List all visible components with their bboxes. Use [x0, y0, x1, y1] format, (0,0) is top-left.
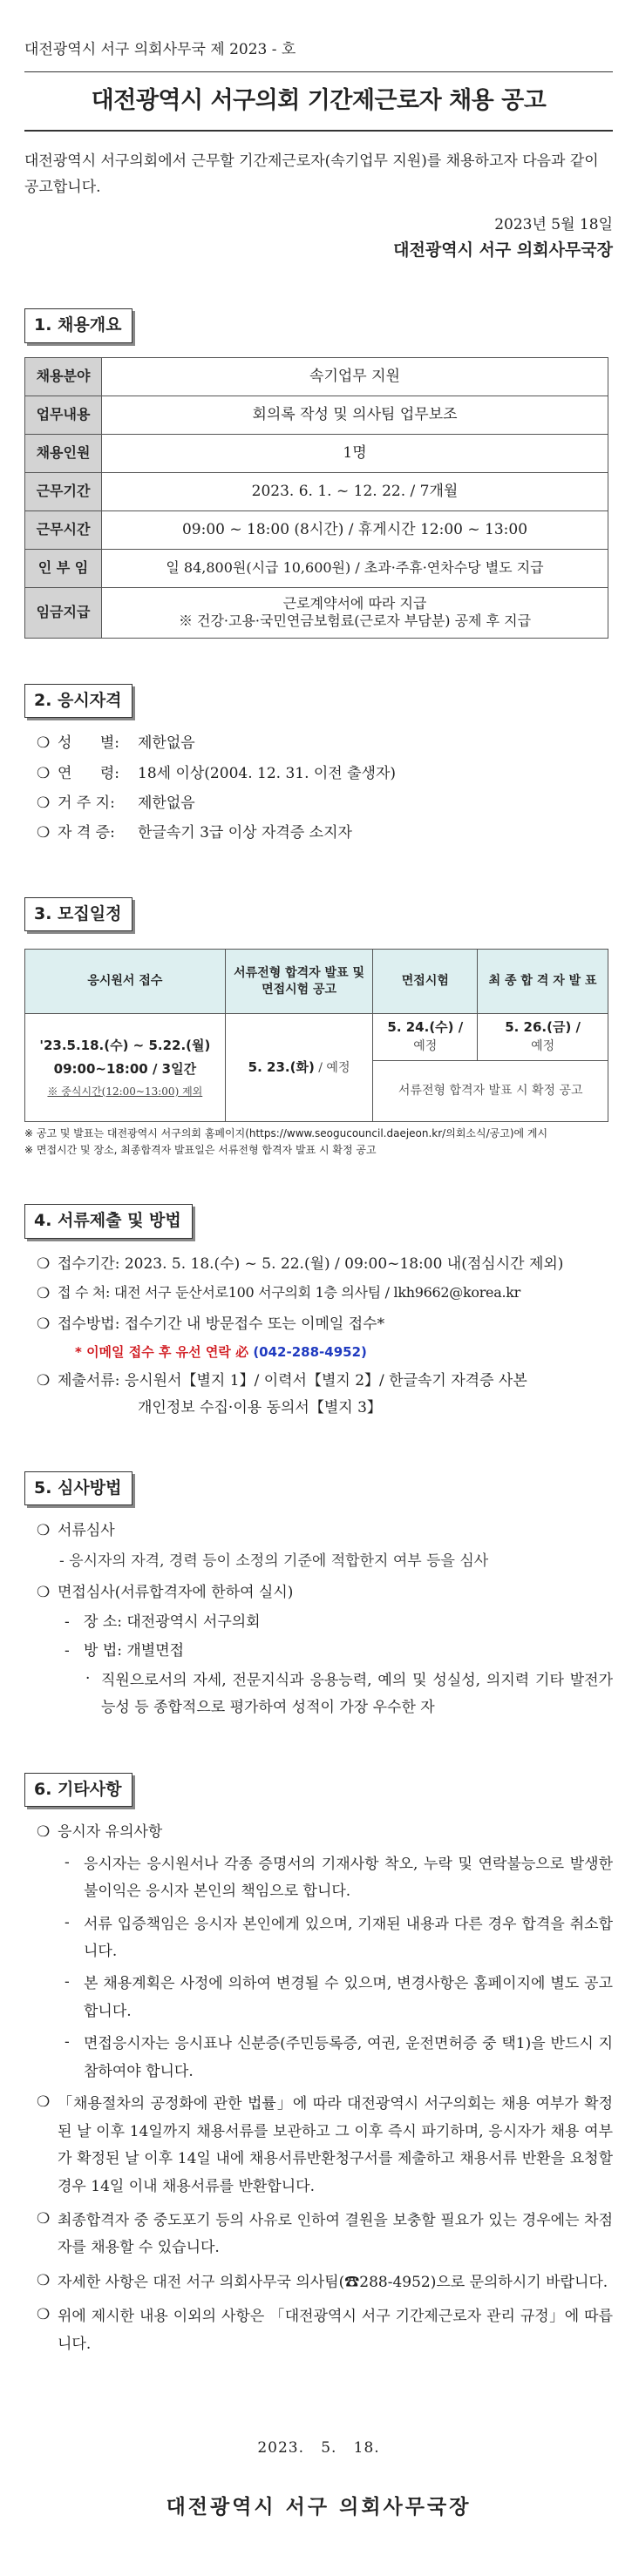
- schedule-table: [24, 949, 608, 1122]
- bullet-icon: ❍: [37, 2271, 51, 2289]
- item-label: 연 령:: [58, 764, 119, 782]
- list-item: [24, 1253, 613, 1275]
- submission-docs: 제출서류: 응시원서【별지 1】/ 이력서【별지 2】/ 한글속기 자격증 사본: [58, 1372, 527, 1390]
- list-item: [24, 2031, 613, 2086]
- note-text: 본 채용계획은 사정에 의하여 변경될 수 있으며, 변경사항은 홈페이지에 별도 공고합니다.: [84, 1975, 613, 2020]
- row-label: 채용분야: [25, 357, 102, 396]
- item-label: 성 별:: [58, 734, 119, 753]
- notes-title: 응시자 유의사항: [58, 1823, 163, 1842]
- row-label: 채용인원: [25, 434, 102, 472]
- list-item: [24, 1611, 613, 1633]
- section-heading-qualifications: 2. 응시자격: [24, 684, 133, 718]
- final-result-date: 5. 26.(금) /: [505, 1019, 581, 1036]
- table-header-row: [25, 950, 608, 1014]
- note-text: 면접응시자는 응시표나 신분증(주민등록증, 여권, 운전면허증 중 택1)을 반드시 지참하여야 합니다.: [84, 2035, 613, 2080]
- row-value: 09:00 ~ 18:00 (8시간) / 휴게시간 12:00 ~ 13:00: [102, 510, 608, 549]
- other-item: 「채용절차의 공정화에 관한 법률」에 따라 대전광역시 서구의회는 채용 여부가 확정된 날 이후 14일까지 채용서류를 보관하고 그 이후 즉시 파기하며, 응시자가 채용 여부가 확정된 날 이후 14일 내에 채용서류반환청구서를 제출하고 채용서류 반환을 요청할 경우 14일 이내 채용서류를 반환합니다.: [58, 2095, 613, 2195]
- interview-notice: 서류전형 합격자 발표 시 확정 공고: [373, 1061, 608, 1122]
- list-item: [24, 1282, 613, 1305]
- col-header: 면접시험: [373, 950, 478, 1014]
- wage-note: ※ 건강·고용·국민연금보험료(근로자 부담분) 공제 후 지급: [178, 612, 532, 630]
- bullet-icon: ❍: [37, 2093, 51, 2112]
- dash-marker: -: [65, 1641, 70, 1660]
- submission-place: 접 수 처: 대전 서구 둔산서로100 서구의회 1층 의사팀 / lkh9662@korea.kr: [58, 1284, 520, 1302]
- bullet-icon: ❍: [37, 1254, 51, 1273]
- table-row: [25, 549, 608, 587]
- row-value: 속기업무 지원: [102, 357, 608, 396]
- review-doc-desc: - 응시자의 자격, 경력 등이 소정의 기준에 적합한지 여부 등을 심사: [59, 1552, 489, 1570]
- dash-marker: -: [65, 1613, 70, 1632]
- dash-marker: -: [65, 2033, 70, 2052]
- section-heading-submission: 4. 서류제출 및 방법: [24, 1204, 193, 1238]
- other-item: 자세한 사항은 대전 서구 의회사무국 의사팀(☎288-4952)으로 문의하시기 바랍니다.: [58, 2273, 608, 2291]
- section-heading-other: 6. 기타사항: [24, 1773, 133, 1807]
- row-label: 인 부 임: [25, 549, 102, 587]
- list-item: [24, 2303, 613, 2358]
- col-header: 최 종 합 격 자 발 표: [478, 950, 608, 1014]
- overview-table: [24, 357, 608, 639]
- email-phone: (042-288-4952): [253, 1343, 367, 1360]
- row-value: 일 84,800원(시급 10,600원) / 초과·주휴·연차수당 별도 지급: [102, 549, 608, 587]
- notice-date: 2023년 5월 18일: [494, 215, 613, 233]
- row-value: [102, 587, 608, 638]
- section-heading-overview: 1. 채용개요: [24, 308, 133, 342]
- section-heading-schedule: 3. 모집일정: [24, 897, 133, 931]
- col-header: 서류전형 합격자 발표 및 면접시험 공고: [225, 950, 373, 1014]
- review-doc-title: 서류심사: [58, 1522, 115, 1540]
- table-row: [25, 357, 608, 396]
- item-value: 제한없음: [138, 794, 195, 813]
- interview-date: 5. 24.(수) /: [387, 1019, 464, 1036]
- bullet-icon: ❍: [37, 764, 51, 782]
- table-row: [25, 510, 608, 549]
- issuer-name: 대전광역시 서구 의회사무국장: [393, 240, 613, 260]
- list-item: [37, 821, 613, 844]
- dash-marker: -: [65, 1853, 70, 1871]
- section-heading-review: 5. 심사방법: [24, 1471, 133, 1505]
- dash-marker: -: [65, 1913, 70, 1931]
- col-header: 응시원서 접수: [25, 950, 226, 1014]
- table-row: [25, 472, 608, 510]
- final-issuer: 대전광역시 서구 의회사무국장: [166, 2496, 472, 2519]
- bullet-icon: ❍: [37, 1372, 51, 1390]
- submission-docs-cont: 개인정보 수집·이용 동의서【별지 3】: [138, 1398, 382, 1416]
- bullet-icon: ❍: [37, 824, 51, 842]
- note-text: 서류 입증책임은 응시자 본인에게 있으며, 기재된 내용과 다른 경우 합격을 취소합니다.: [84, 1915, 613, 1960]
- list-item: [24, 1581, 613, 1604]
- list-item: [24, 1519, 613, 1542]
- list-item: [24, 1640, 613, 1662]
- bullet-icon: ❍: [37, 794, 51, 813]
- final-result-note: 예정: [531, 1039, 555, 1054]
- row-value: 1명: [102, 434, 608, 472]
- bullet-icon: ❍: [37, 1285, 51, 1303]
- list-item: [24, 1313, 613, 1335]
- list-item: [24, 1911, 613, 1966]
- table-row: [25, 587, 608, 638]
- list-item: [24, 1667, 613, 1722]
- item-value: 한글속기 3급 이상 자격증 소지자: [138, 824, 352, 842]
- row-label: 근무기간: [25, 472, 102, 510]
- email-note: [24, 1342, 613, 1362]
- bullet-icon: ❍: [37, 1823, 51, 1842]
- bullet-icon: ❍: [37, 2306, 51, 2324]
- item-label: 자 격 증:: [58, 824, 115, 842]
- row-value: 회의록 작성 및 의사팀 업무보조: [102, 396, 608, 434]
- apply-hours: 09:00~18:00 / 3일간: [53, 1061, 197, 1078]
- final-cell: [478, 1014, 608, 1061]
- apply-period: '23.5.18.(수) ~ 5.22.(월): [39, 1038, 211, 1054]
- row-value: 2023. 6. 1. ~ 12. 22. / 7개월: [102, 472, 608, 510]
- interview-note: 예정: [413, 1039, 438, 1054]
- apply-cell: [25, 1014, 226, 1122]
- table-row: [25, 1014, 608, 1061]
- wage-text: 근로계약서에 따라 지급: [282, 594, 427, 612]
- final-date: 2023. 5. 18.: [257, 2439, 380, 2458]
- review-method: 방 법: 개별면접: [84, 1641, 185, 1660]
- doc-result-date: 5. 23.(화): [248, 1058, 315, 1075]
- document-number: 대전광역시 서구 의회사무국 제 2023 - 호: [24, 41, 296, 58]
- item-label: 거 주 지:: [58, 794, 115, 813]
- item-value: 18세 이상(2004. 12. 31. 이전 출생자): [138, 764, 397, 782]
- bullet-icon: ❍: [37, 1522, 51, 1540]
- other-item: 최종합격자 중 중도포기 등의 사유로 인하여 결원을 보충할 필요가 있는 경우에는 차점자를 채용할 수 있습니다.: [58, 2211, 613, 2257]
- submission-period: 접수기간: 2023. 5. 18.(수) ~ 5. 22.(월) / 09:00~18:00 내(점심시간 제외): [58, 1254, 564, 1273]
- dot-marker: ·: [85, 1670, 91, 1688]
- list-item: [37, 762, 613, 785]
- list-item: [24, 1971, 613, 2025]
- bullet-icon: ❍: [37, 1584, 51, 1601]
- dash-marker: -: [65, 1973, 70, 1991]
- page-title: 대전광역시 서구의회 기간제근로자 채용 공고: [24, 72, 613, 132]
- other-item: 위에 제시한 내용 이외의 사항은 「대전광역시 서구 기간제근로자 관리 규정」에 따릅니다.: [58, 2308, 613, 2353]
- doc-result-cell: [225, 1014, 373, 1122]
- review-interview-title: 면접심사(서류합격자에 한하여 실시): [58, 1584, 294, 1601]
- list-item: [37, 792, 613, 815]
- bullet-icon: ❍: [37, 1315, 51, 1333]
- row-label: 임금지급: [25, 587, 102, 638]
- list-item: [24, 2208, 613, 2262]
- schedule-footnotes: [24, 1126, 613, 1159]
- intro-text: 대전광역시 서구의회에서 근무할 기간제근로자(속기업무 지원)를 채용하고자 다음과 같이 공고합니다.: [24, 152, 599, 196]
- row-label: 업무내용: [25, 396, 102, 434]
- list-item: [24, 1369, 613, 1392]
- interview-cell: [373, 1014, 478, 1061]
- list-item: [24, 2269, 613, 2296]
- footnote: ※ 공고 및 발표는 대전광역시 서구의회 홈페이지(https://www.seogucouncil.daejeon.kr/의회소식/공고)에 게시: [24, 1127, 548, 1140]
- table-row: [25, 396, 608, 434]
- table-row: [25, 434, 608, 472]
- list-item: [24, 2091, 613, 2201]
- qualification-list: [24, 732, 613, 844]
- review-place: 장 소: 대전광역시 서구의회: [84, 1613, 261, 1632]
- footnote: ※ 면접시간 및 장소, 최종합격자 발표일은 서류전형 합격자 발표 시 확정 공고: [24, 1144, 377, 1157]
- row-label: 근무시간: [25, 510, 102, 549]
- lunch-note: ※ 중식시간(12:00~13:00) 제외: [47, 1085, 203, 1098]
- doc-result-note: / 예정: [314, 1060, 350, 1075]
- item-value: 제한없음: [138, 734, 195, 753]
- bullet-icon: ❍: [37, 734, 51, 753]
- list-item: [37, 732, 613, 754]
- list-item: [24, 1851, 613, 1906]
- bullet-icon: ❍: [37, 2209, 51, 2228]
- submission-method: 접수방법: 접수기간 내 방문접수 또는 이메일 접수*: [58, 1315, 385, 1333]
- list-item: [24, 1821, 613, 1843]
- email-note-text: * 이메일 접수 후 유선 연락 必: [75, 1343, 249, 1360]
- review-criteria: 직원으로서의 자세, 전문지식과 응용능력, 예의 및 성실성, 의지력 기타 발전가능성 등 종합적으로 평가하여 성적이 가장 우수한 자: [101, 1672, 613, 1717]
- note-text: 응시자는 응시원서나 각종 증명서의 기재사항 착오, 누락 및 연락불능으로 발생한 불이익은 응시자 본인의 책임으로 합니다.: [84, 1855, 613, 1901]
